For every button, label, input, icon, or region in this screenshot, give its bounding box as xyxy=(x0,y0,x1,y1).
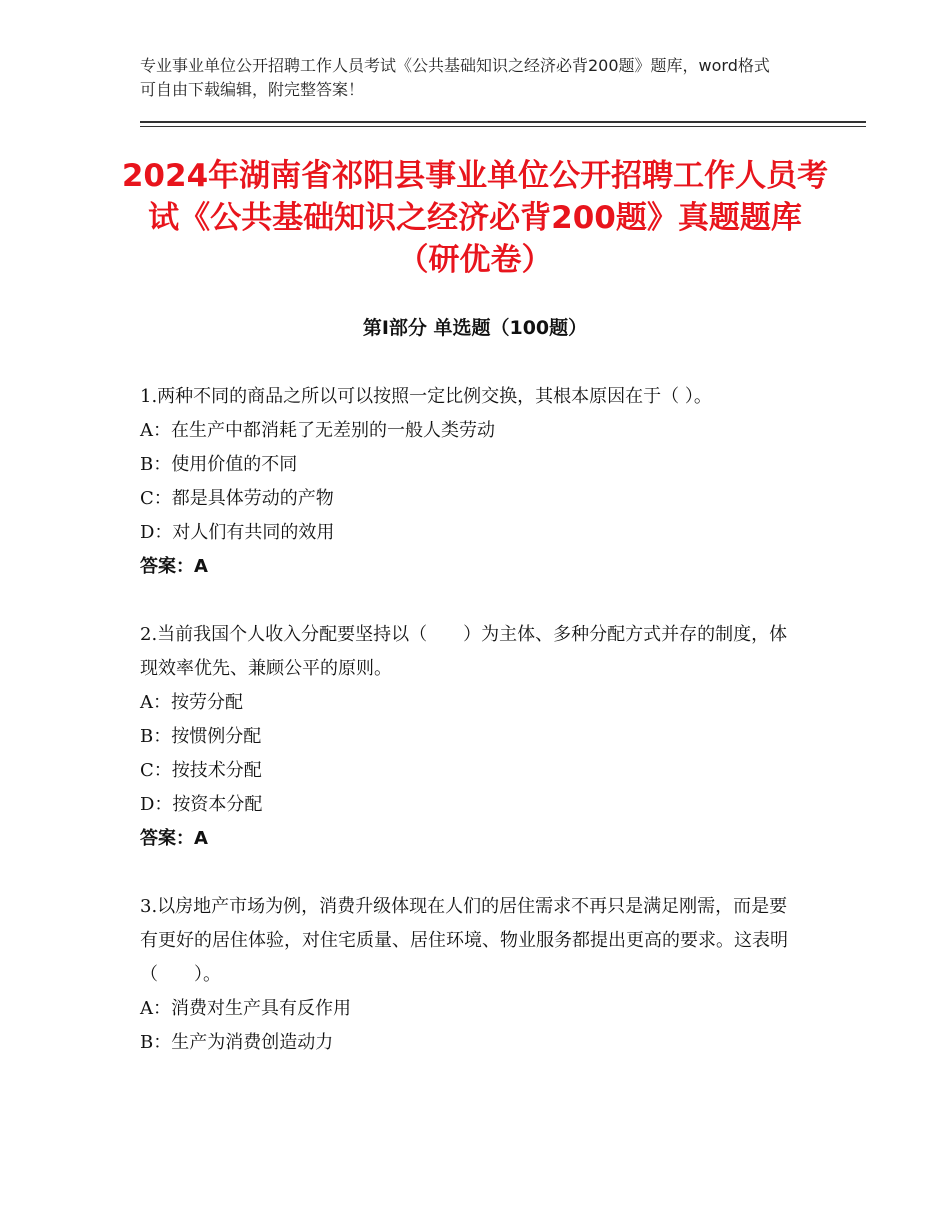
question-3 xyxy=(140,890,800,1060)
answer: 答案：A xyxy=(140,556,208,577)
option-d: D：对人们有共同的效用 xyxy=(140,522,335,543)
option-c: C：都是具体劳动的产物 xyxy=(140,488,334,509)
question-list xyxy=(140,380,800,1094)
option-a: A：在生产中都消耗了无差别的一般人类劳动 xyxy=(140,420,495,441)
option-c: C：按技术分配 xyxy=(140,760,262,781)
option-a: A：消费对生产具有反作用 xyxy=(140,998,351,1019)
question-1 xyxy=(140,380,800,584)
section-title: 第I部分 单选题（100题） xyxy=(362,317,588,339)
option-b: B：使用价值的不同 xyxy=(140,454,298,475)
header-divider-thin xyxy=(140,126,866,127)
question-stem: 3.以房地产市场为例，消费升级体现在人们的居住需求不再只是满足刚需，而是要有更好的居住体验，对住宅质量、居住环境、物业服务都提出更高的要求。这表明（ ）。 xyxy=(140,896,788,985)
header-note: 专业事业单位公开招聘工作人员考试《公共基础知识之经济必背200题》题库，word格式可自由下载编辑，附完整答案！ xyxy=(140,56,770,99)
header-divider-thick xyxy=(140,121,866,123)
option-d: D：按资本分配 xyxy=(140,794,263,815)
question-stem: 2.当前我国个人收入分配要坚持以（ ）为主体、多种分配方式并存的制度，体现效率优先、兼顾公平的原则。 xyxy=(140,624,788,679)
option-a: A：按劳分配 xyxy=(140,692,243,713)
option-b: B：生产为消费创造动力 xyxy=(140,1032,334,1053)
document-title: 2024年湖南省祁阳县事业单位公开招聘工作人员考试《公共基础知识之经济必背200题》真题题库（研优卷） xyxy=(121,158,829,278)
option-b: B：按惯例分配 xyxy=(140,726,262,747)
question-stem: 1.两种不同的商品之所以可以按照一定比例交换，其根本原因在于（ ）。 xyxy=(140,386,712,407)
question-2 xyxy=(140,618,800,856)
answer: 答案：A xyxy=(140,828,208,849)
